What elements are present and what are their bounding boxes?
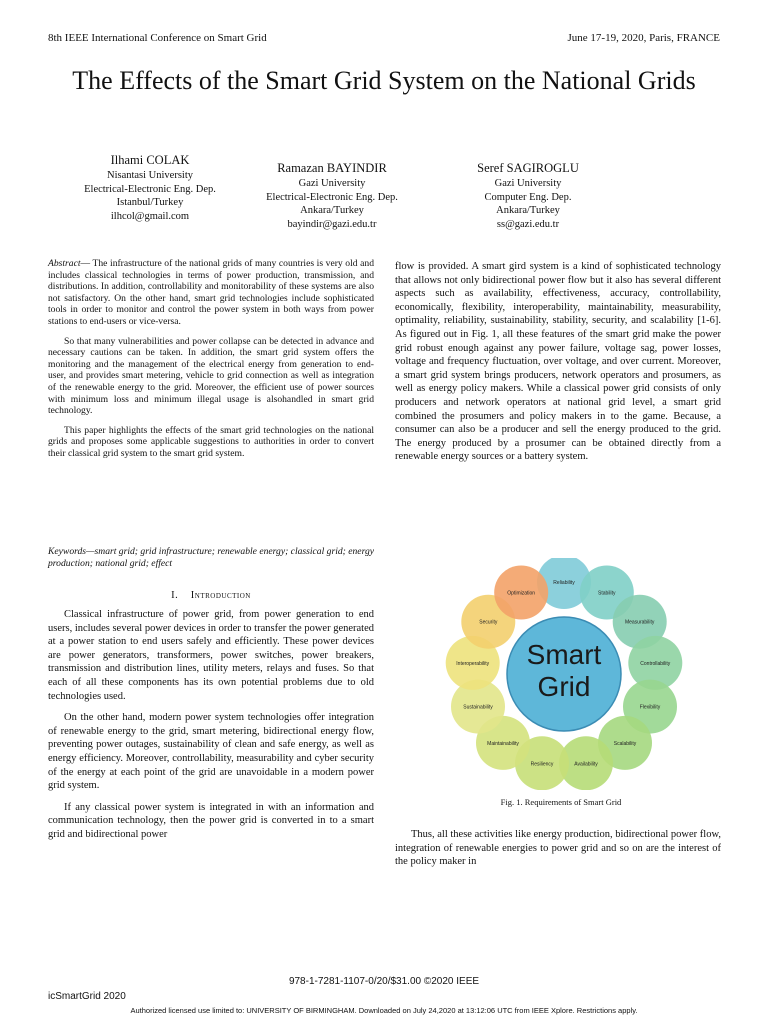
author-name: Seref SAGIROGLU xyxy=(477,161,579,175)
figure-center-text-2: Grid xyxy=(537,671,591,702)
introduction xyxy=(48,608,374,842)
abstract-text-1: — The infrastructure of the national grids of many countries is very old and includes classical technologies in terms of power production, transmission, and distributions. In addition, controllability and monitorability of these systems are also not satisfactory. On the other hand, smart grid technologies include sophisticated tools in order to monitor and control the power system in both ways from power stations to end-users or vice-versa. xyxy=(48,258,374,327)
figure-node-label: Maintainability xyxy=(487,740,519,747)
abstract xyxy=(48,258,374,468)
footer-license: Authorized licensed use limited to: UNIVERSITY OF BIRMINGHAM. Downloaded on July 24,2020 at 13:12:06 UTC from IEEE Xplore. Restrictions apply. xyxy=(130,1006,638,1015)
figure-node-label: Optimization xyxy=(507,590,536,597)
figure-node-label: Measurability xyxy=(624,619,655,626)
figure-node-label: Security xyxy=(479,619,498,626)
footer-conference: icSmartGrid 2020 xyxy=(48,991,126,1002)
author-2 xyxy=(232,160,432,231)
author-city: Ankara/Turkey xyxy=(300,205,364,216)
intro-p2: On the other hand, modern power system technologies offer integration of renewable energy to the grid, smart metering, bidirectional energy flow, preventing power outages, sustainability of clean and safe energy, as well as energy efficiency. Moreover, controllability, measurability and cyber security of the energy at each point of the grid are unavoidable in a modern power grid system. xyxy=(48,712,374,792)
right-p1: flow is provided. A smart gird system is a kind of sophisticated technology that allows not only bidirectional power flow but it also has several different aspects such as availability, effectiveness, accuracy, controllability, economically, flexibility, interoperability, maintainability, measurability, optimality, reliability, sustainability, stability, security, and scalability [1-6]. As figured out in Fig. 1, all these features of the smart grid make the power grid robust enough against any power failure, voltage sag, power losses, voltage and frequency fluctuation, over voltage, and over current. Moreover, a smart grid system brings producers, network operators and prosumers, as well as energy policy makers. While a classical power grid consists of only producers and network operators at national grid level, a smart grid combined the prosumers and policy makers in to the game. Because, a consumer can also be a producer and sell the energy produced to the grid. The energy produced by a prosumer can be obtained directly from a renewable energy sources or a battery system. xyxy=(395,261,721,463)
figure-center-text-1: Smart xyxy=(526,639,602,670)
author-email[interactable]: ilhcol@gmail.com xyxy=(110,210,190,222)
figure-node-label: Reliability xyxy=(553,580,575,586)
figure-caption: Fig. 1. Requirements of Smart Grid xyxy=(500,797,622,807)
author-dept: Electrical-Electronic Eng. Dep. xyxy=(266,191,398,203)
conference-header: 8th IEEE International Conference on Smart Grid xyxy=(48,32,267,44)
section-heading xyxy=(48,590,374,601)
right-column-text-2 xyxy=(395,828,721,869)
author-name: Ramazan BAYINDIR xyxy=(277,161,387,175)
footer-isbn: 978-1-7281-1107-0/20/$31.00 ©2020 IEEE xyxy=(288,976,480,987)
author-dept: Computer Eng. Dep. xyxy=(484,191,572,203)
section-title: Introduction xyxy=(190,590,251,601)
figure-node-label: Flexibility xyxy=(639,704,661,711)
figure-node-label: Resiliency xyxy=(530,761,554,768)
paper-title: The Effects of the Smart Grid System on the National Grids xyxy=(72,66,696,95)
figure-node xyxy=(494,566,548,620)
author-email[interactable]: bayindir@gazi.edu.tr xyxy=(287,218,377,230)
abstract-p1 xyxy=(48,258,374,328)
section-number: I. xyxy=(171,590,179,601)
figure-node-label: Sustainability xyxy=(463,704,493,711)
intro-p1: Classical infrastructure of power grid, from power generation to end users, includes several power devices in order to transfer the power generated at a power station to end users safely and efficiently. These power devices are power generators, transformers, power switches, power breakers, transmission and distribution lines, utility meters, relays and fuses. So that each of all these components has its own potential problems due to old technologies used. xyxy=(48,609,374,702)
figure-node-label: Stability xyxy=(598,590,616,597)
author-city: Istanbul/Turkey xyxy=(116,197,184,208)
right-p2: Thus, all these activities like energy production, bidirectional power flow, integration of renewable energies to power grid and so on are the interest of the policy maker in xyxy=(395,829,721,868)
figure-node-label: Controllability xyxy=(640,660,671,667)
author-email[interactable]: ss@gazi.edu.tr xyxy=(496,218,560,230)
author-affiliation: Gazi University xyxy=(494,178,562,189)
intro-p3: If any classical power system is integrated in with an information and communication technology, then the power grid is converted in to a smart grid and bidirectional power xyxy=(48,801,374,840)
author-affiliation: Gazi University xyxy=(298,178,366,189)
date-place-header: June 17-19, 2020, Paris, FRANCE xyxy=(567,32,720,44)
figure-node-label: Availability xyxy=(574,761,598,768)
author-dept: Electrical-Electronic Eng. Dep. xyxy=(84,183,216,195)
abstract-p3: This paper highlights the effects of the smart grid technologies on the national grids and proposes some applicable suggestions to authorities in order to convert their classical grid system to the smart grid system. xyxy=(48,424,374,459)
author-name: Ilhami COLAK xyxy=(110,153,190,167)
abstract-label: Abstract xyxy=(48,258,81,269)
right-column-text xyxy=(395,260,721,464)
author-city: Ankara/Turkey xyxy=(496,205,560,216)
figure-node-label: Scalability xyxy=(613,740,637,747)
author-affiliation: Nisantasi University xyxy=(106,170,194,181)
author-3 xyxy=(428,160,628,231)
keywords: Keywords—smart grid; grid infrastructure; renewable energy; classical grid; energy production; national grid; effect xyxy=(48,546,374,569)
figure-node-label: Interoperability xyxy=(456,660,490,667)
abstract-p2: So that many vulnerabilities and power collapse can be detected in advance and necessary cautions can be taken. In addition, the smart grid system offers the monitoring and the management of the electrical energy from generation to end-user, and provides smart metering, vehicle to grid connection as well as integration of the renewable energy to the grid. Moreover, the efficient use of power sources with minimum loss and minimum illegal usage is alsohandled in smart grid technology. xyxy=(48,335,374,417)
smart-grid-figure xyxy=(430,558,692,790)
author-1 xyxy=(50,152,250,223)
